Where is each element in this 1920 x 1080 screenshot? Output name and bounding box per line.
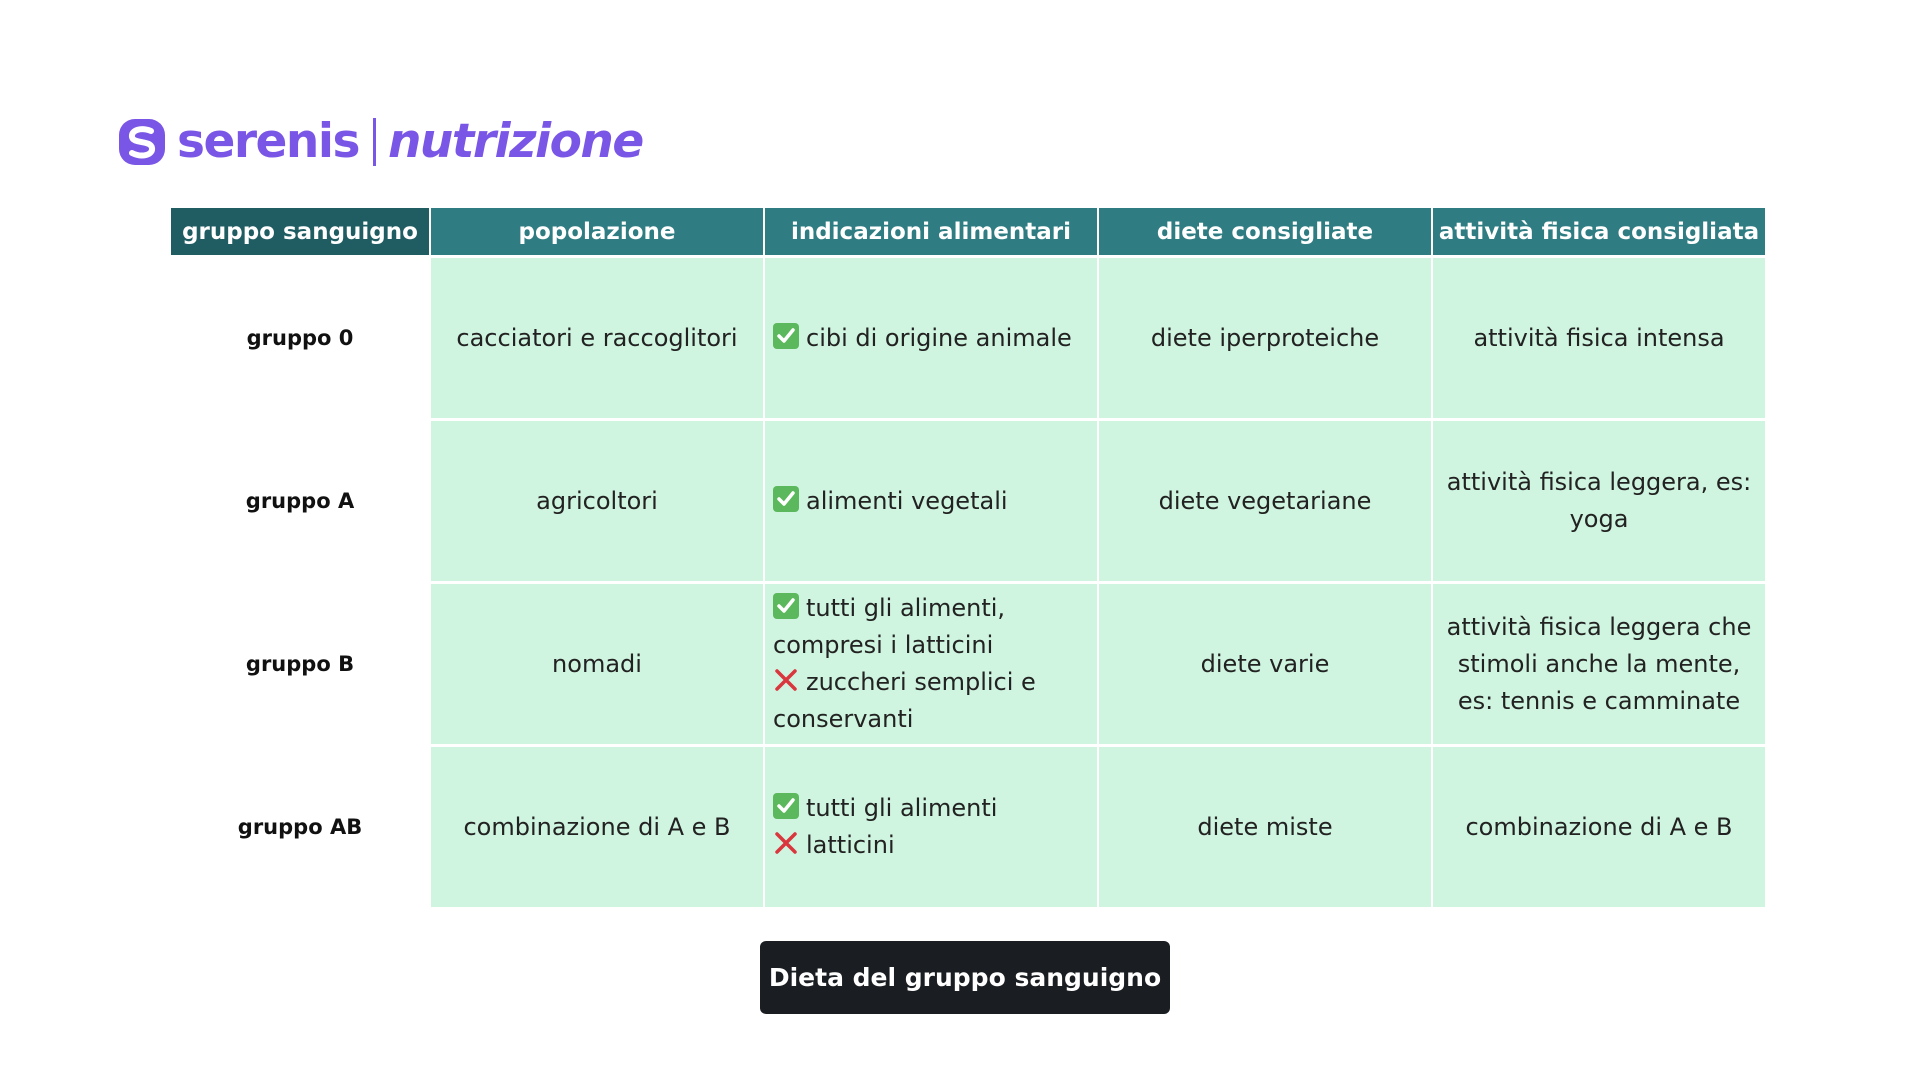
cross-icon — [773, 667, 799, 693]
cell-activity: attività fisica leggera, es: yoga — [1433, 421, 1765, 581]
cell-food — [765, 421, 1097, 581]
cell-population: combinazione di A e B — [431, 747, 763, 907]
cell-population: cacciatori e raccoglitori — [431, 258, 763, 418]
brand-logo — [117, 112, 643, 172]
food-item — [773, 483, 1008, 520]
cell-food — [765, 584, 1097, 744]
food-item — [773, 590, 1089, 664]
food-item — [773, 790, 997, 827]
cell-activity: combinazione di A e B — [1433, 747, 1765, 907]
blood-type-diet-button[interactable]: Dieta del gruppo sanguigno — [760, 941, 1170, 1014]
cross-icon — [773, 830, 799, 856]
food-list — [773, 790, 997, 864]
blood-type-diet-table — [171, 208, 1765, 907]
cell-activity: attività fisica leggera che stimoli anche la mente, es: tennis e camminate — [1433, 584, 1765, 744]
cell-food — [765, 747, 1097, 907]
food-list — [773, 590, 1089, 738]
row-label-group: gruppo 0 — [171, 258, 429, 418]
row-label-group: gruppo B — [171, 584, 429, 744]
check-icon — [773, 793, 799, 819]
check-icon — [773, 323, 799, 349]
brand-name: serenis — [177, 114, 359, 169]
food-item-text: cibi di origine animale — [806, 323, 1072, 352]
cell-diet: diete miste — [1099, 747, 1431, 907]
food-item-text: zuccheri semplici e conservanti — [773, 668, 1036, 733]
serenis-s-logo-icon — [117, 117, 167, 167]
cell-activity: attività fisica intensa — [1433, 258, 1765, 418]
food-list — [773, 483, 1008, 520]
food-item-text: tutti gli alimenti — [806, 794, 998, 822]
cell-diet: diete iperproteiche — [1099, 258, 1431, 418]
cell-diet: diete vegetariane — [1099, 421, 1431, 581]
header-blood-group: gruppo sanguigno — [171, 208, 429, 255]
product-name: nutrizione — [387, 114, 643, 169]
header-recommended-activity: attività fisica consigliata — [1433, 208, 1765, 255]
header-population: popolazione — [431, 208, 763, 255]
food-item — [773, 827, 997, 864]
header-food-indications: indicazioni alimentari — [765, 208, 1097, 255]
check-icon — [773, 486, 799, 512]
food-item — [773, 664, 1089, 738]
food-item-text: latticini — [806, 831, 895, 859]
logo-divider — [373, 118, 376, 166]
food-item-text: alimenti vegetali — [806, 486, 1008, 515]
food-list — [773, 320, 1072, 357]
header-recommended-diets: diete consigliate — [1099, 208, 1431, 255]
cell-diet: diete varie — [1099, 584, 1431, 744]
row-label-group: gruppo AB — [171, 747, 429, 907]
food-item-text: tutti gli alimenti, compresi i latticini — [773, 594, 1006, 659]
row-label-group: gruppo A — [171, 421, 429, 581]
cell-population: nomadi — [431, 584, 763, 744]
cell-population: agricoltori — [431, 421, 763, 581]
check-icon — [773, 593, 799, 619]
food-item — [773, 320, 1072, 357]
cell-food — [765, 258, 1097, 418]
